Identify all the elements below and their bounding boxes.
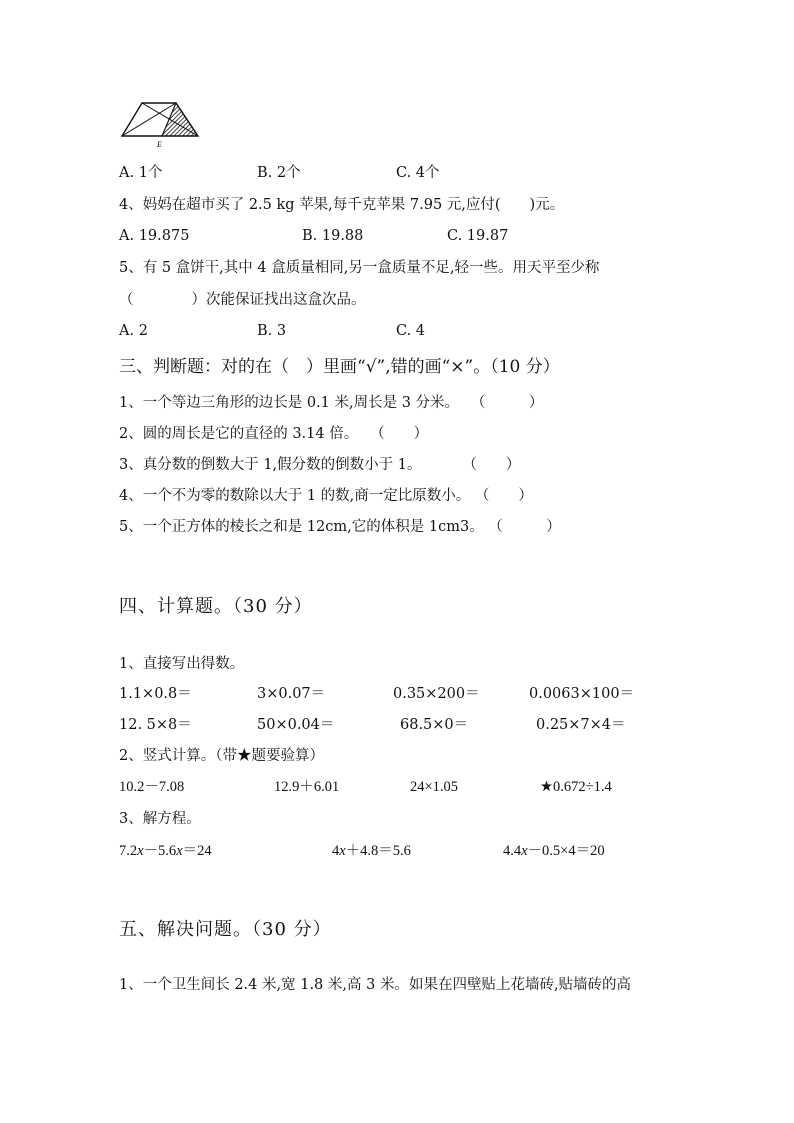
eq1-var2: x: [176, 843, 183, 859]
vertical-calc-1: 10.2－7.08: [119, 779, 185, 795]
vertical-calc-4: ★0.672÷1.4: [540, 779, 612, 795]
q4-option-b: B. 19.88: [302, 228, 364, 244]
eq1-part2: －5.6: [143, 843, 177, 859]
point-label-e: E: [157, 140, 162, 149]
q3-option-a: A. 1个: [119, 165, 163, 181]
section3-item-4: 4、一个不为零的数除以大于 1 的数,商一定比原数小。 （ ）: [119, 488, 533, 504]
equation-2: [332, 841, 411, 861]
oral-calc-5: 12. 5×8＝: [119, 717, 192, 733]
section4-heading: 四、计算题。（30 分）: [119, 596, 313, 617]
q4-option-a: A. 19.875: [119, 228, 190, 244]
oral-calc-6: 50×0.04＝: [257, 717, 335, 733]
trapezoid-figure: [118, 98, 202, 150]
oral-calc-3: 0.35×200＝: [393, 686, 480, 702]
vertical-calc-3: 24×1.05: [410, 779, 459, 795]
q4-text: 4、妈妈在超市买了 2.5 kg 苹果,每千克苹果 7.95 元,应付( )元。: [119, 197, 565, 213]
oral-calc-2: 3×0.07＝: [257, 686, 326, 702]
eq3-part2: －0.5×4＝20: [527, 843, 605, 859]
oral-calc-1: 1.1×0.8＝: [119, 686, 192, 702]
oral-calc-4: 0.0063×100＝: [529, 686, 635, 702]
section4-sub3: 3、解方程。: [119, 811, 201, 827]
q3-option-c: C. 4个: [396, 165, 440, 181]
equation-1: [119, 841, 212, 861]
eq1-var1: x: [137, 843, 144, 859]
equation-3: [503, 841, 605, 861]
eq1-part3: ＝24: [182, 843, 212, 859]
section3-item-3: 3、真分数的倒数大于 1,假分数的倒数小于 1。 （ ）: [119, 457, 521, 473]
eq2-part2: ＋4.8＝5.6: [345, 843, 411, 859]
section5-q1: 1、一个卫生间长 2.4 米,宽 1.8 米,高 3 米。如果在四壁贴上花墙砖,贴墙砖的高: [119, 977, 632, 993]
eq2-var1: x: [339, 843, 346, 859]
oral-calc-7: 68.5×0＝: [400, 717, 469, 733]
q5-option-a: A. 2: [119, 323, 148, 339]
eq2-part1: 4: [332, 843, 340, 859]
q5-text-line2: （ ）次能保证找出这盒次品。: [119, 292, 366, 308]
eq3-part1: 4.4: [503, 843, 522, 859]
section4-sub2: 2、竖式计算。（带★题要验算）: [119, 748, 324, 764]
section3-item-1: 1、一个等边三角形的边长是 0.1 米,周长是 3 分米。 （ ）: [119, 395, 544, 411]
q4-option-c: C. 19.87: [447, 228, 509, 244]
section3-item-5: 5、一个正方体的棱长之和是 12cm,它的体积是 1cm3。 （ ）: [119, 519, 561, 535]
q3-option-b: B. 2个: [257, 165, 301, 181]
q5-text-line1: 5、有 5 盒饼干,其中 4 盒质量相同,另一盒质量不足,轻一些。用天平至少称: [119, 260, 600, 276]
section4-sub1: 1、直接写出得数。: [119, 656, 245, 672]
eq3-var1: x: [521, 843, 528, 859]
oral-calc-8: 0.25×7×4＝: [536, 717, 626, 733]
section3-heading: 三、判断题：对的在（ ）里画“√”,错的画“×”。（10 分）: [119, 357, 560, 377]
eq1-part1: 7.2: [119, 843, 138, 859]
section3-item-2: 2、圆的周长是它的直径的 3.14 倍。 （ ）: [119, 426, 429, 442]
q5-option-b: B. 3: [257, 323, 287, 339]
section5-heading: 五、解决问题。（30 分）: [119, 919, 332, 940]
q5-option-c: C. 4: [396, 323, 426, 339]
vertical-calc-2: 12.9＋6.01: [274, 779, 340, 795]
